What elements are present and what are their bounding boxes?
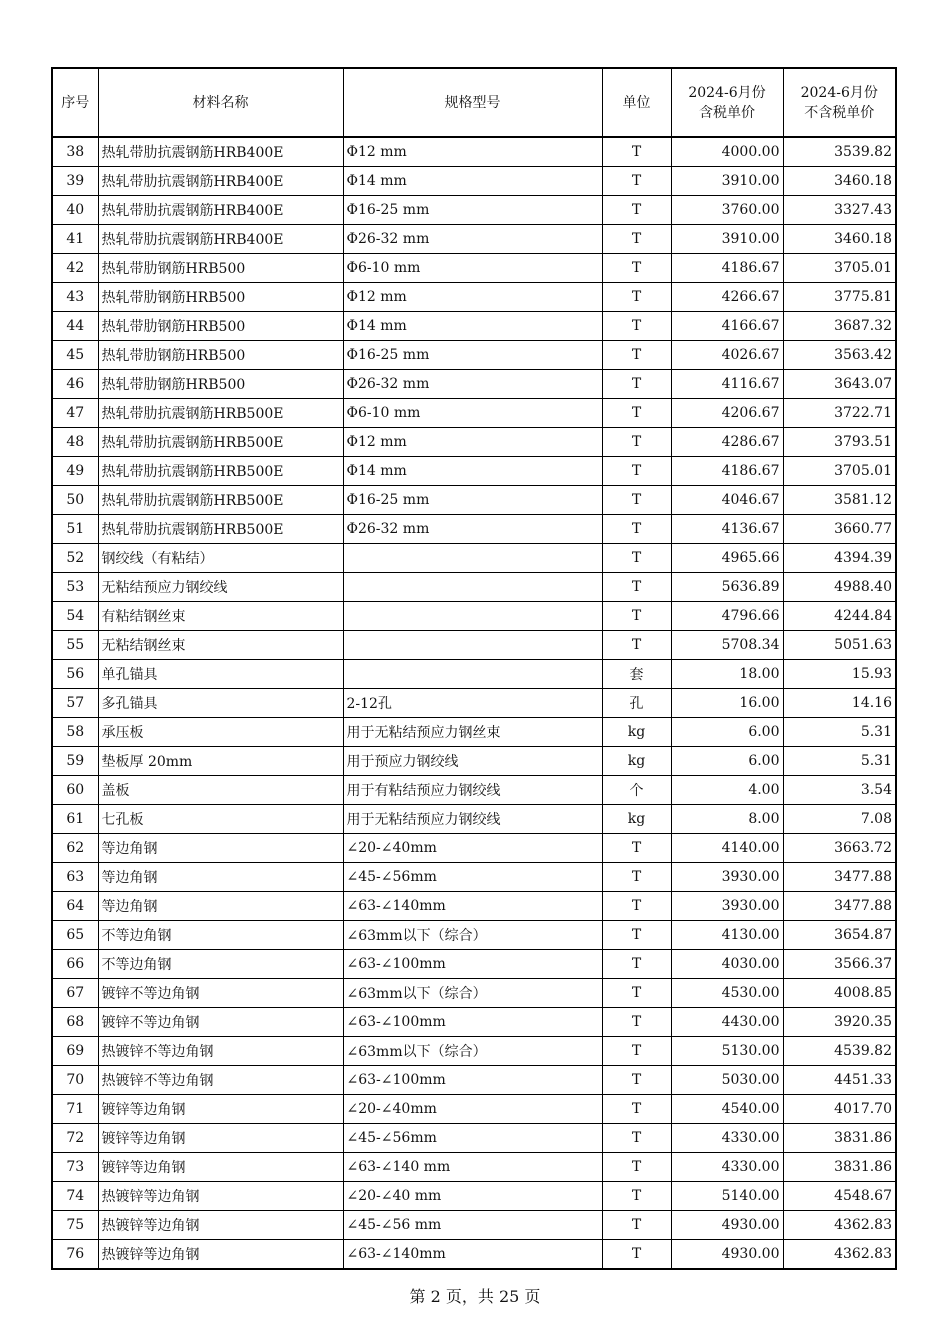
cell-no: 63 <box>52 863 98 892</box>
cell-price-without-tax: 3539.82 <box>783 137 896 167</box>
cell-spec: 用于无粘结预应力钢绞线 <box>343 805 602 834</box>
cell-price-without-tax: 4008.85 <box>783 979 896 1008</box>
cell-material-name: 镀锌不等边角钢 <box>98 979 343 1008</box>
cell-no: 70 <box>52 1066 98 1095</box>
cell-unit: T <box>602 1182 671 1211</box>
cell-material-name: 热镀锌等边角钢 <box>98 1211 343 1240</box>
cell-price-without-tax: 3327.43 <box>783 196 896 225</box>
table-row <box>52 283 896 312</box>
cell-unit: T <box>602 399 671 428</box>
table-row <box>52 1211 896 1240</box>
cell-no: 71 <box>52 1095 98 1124</box>
table-row <box>52 1037 896 1066</box>
cell-unit: T <box>602 544 671 573</box>
cell-unit: T <box>602 1153 671 1182</box>
cell-spec: Φ6-10 mm <box>343 399 602 428</box>
cell-price-with-tax: 4206.67 <box>671 399 783 428</box>
cell-unit: kg <box>602 747 671 776</box>
table-row <box>52 254 896 283</box>
cell-no: 47 <box>52 399 98 428</box>
cell-spec: ∠63-∠100mm <box>343 1008 602 1037</box>
cell-spec: ∠45-∠56 mm <box>343 1211 602 1240</box>
cell-no: 42 <box>52 254 98 283</box>
header-price-tax-line1: 2024-6月份 <box>688 84 766 101</box>
table-row <box>52 312 896 341</box>
cell-material-name: 等边角钢 <box>98 863 343 892</box>
cell-material-name: 热轧带肋抗震钢筋HRB400E <box>98 196 343 225</box>
cell-unit: 套 <box>602 660 671 689</box>
cell-unit: T <box>602 950 671 979</box>
cell-price-with-tax: 4796.66 <box>671 602 783 631</box>
price-table <box>51 67 897 1270</box>
cell-no: 74 <box>52 1182 98 1211</box>
cell-price-with-tax: 4540.00 <box>671 1095 783 1124</box>
cell-no: 57 <box>52 689 98 718</box>
cell-price-without-tax: 3687.32 <box>783 312 896 341</box>
cell-price-without-tax: 3660.77 <box>783 515 896 544</box>
cell-price-without-tax: 7.08 <box>783 805 896 834</box>
cell-price-with-tax: 4000.00 <box>671 137 783 167</box>
cell-material-name: 不等边角钢 <box>98 921 343 950</box>
table-row <box>52 950 896 979</box>
cell-material-name: 热轧带肋抗震钢筋HRB400E <box>98 225 343 254</box>
table-row <box>52 863 896 892</box>
cell-material-name: 不等边角钢 <box>98 950 343 979</box>
cell-spec: Φ16-25 mm <box>343 196 602 225</box>
cell-price-without-tax: 3831.86 <box>783 1124 896 1153</box>
cell-price-with-tax: 4286.67 <box>671 428 783 457</box>
header-price-notax-line2: 不含税单价 <box>804 104 875 121</box>
cell-no: 58 <box>52 718 98 747</box>
cell-price-without-tax: 3563.42 <box>783 341 896 370</box>
cell-price-with-tax: 16.00 <box>671 689 783 718</box>
cell-unit: T <box>602 428 671 457</box>
cell-price-with-tax: 5708.34 <box>671 631 783 660</box>
cell-spec: Φ16-25 mm <box>343 486 602 515</box>
table-row <box>52 979 896 1008</box>
cell-unit: T <box>602 283 671 312</box>
header-no: 序号 <box>52 68 98 137</box>
table-body <box>52 137 896 1269</box>
cell-spec: Φ26-32 mm <box>343 515 602 544</box>
cell-price-with-tax: 4140.00 <box>671 834 783 863</box>
cell-price-without-tax: 4548.67 <box>783 1182 896 1211</box>
cell-spec: 用于有粘结预应力钢绞线 <box>343 776 602 805</box>
cell-material-name: 热轧带肋抗震钢筋HRB500E <box>98 486 343 515</box>
cell-price-without-tax: 3920.35 <box>783 1008 896 1037</box>
cell-price-without-tax: 14.16 <box>783 689 896 718</box>
cell-spec: 2-12孔 <box>343 689 602 718</box>
table-row <box>52 602 896 631</box>
table-row <box>52 515 896 544</box>
cell-spec <box>343 573 602 602</box>
cell-price-without-tax: 3477.88 <box>783 863 896 892</box>
table-row <box>52 1240 896 1270</box>
cell-unit: T <box>602 834 671 863</box>
cell-price-without-tax: 4362.83 <box>783 1240 896 1270</box>
cell-spec: Φ12 mm <box>343 283 602 312</box>
cell-price-without-tax: 3775.81 <box>783 283 896 312</box>
cell-price-with-tax: 4046.67 <box>671 486 783 515</box>
cell-unit: T <box>602 1066 671 1095</box>
cell-spec: Φ16-25 mm <box>343 341 602 370</box>
cell-price-with-tax: 5030.00 <box>671 1066 783 1095</box>
cell-unit: T <box>602 486 671 515</box>
cell-unit: T <box>602 1211 671 1240</box>
cell-unit: T <box>602 312 671 341</box>
table-row <box>52 718 896 747</box>
cell-price-with-tax: 4930.00 <box>671 1240 783 1270</box>
cell-no: 66 <box>52 950 98 979</box>
cell-no: 45 <box>52 341 98 370</box>
table-row <box>52 1153 896 1182</box>
cell-material-name: 多孔锚具 <box>98 689 343 718</box>
cell-price-with-tax: 3930.00 <box>671 892 783 921</box>
cell-price-without-tax: 3460.18 <box>783 225 896 254</box>
cell-no: 62 <box>52 834 98 863</box>
cell-unit: T <box>602 137 671 167</box>
cell-no: 41 <box>52 225 98 254</box>
cell-price-without-tax: 3722.71 <box>783 399 896 428</box>
cell-no: 55 <box>52 631 98 660</box>
cell-price-with-tax: 4186.67 <box>671 254 783 283</box>
cell-unit: T <box>602 1037 671 1066</box>
cell-price-with-tax: 4166.67 <box>671 312 783 341</box>
header-name: 材料名称 <box>98 68 343 137</box>
cell-no: 56 <box>52 660 98 689</box>
cell-no: 75 <box>52 1211 98 1240</box>
cell-no: 61 <box>52 805 98 834</box>
cell-no: 54 <box>52 602 98 631</box>
cell-price-without-tax: 3663.72 <box>783 834 896 863</box>
cell-spec: ∠20-∠40 mm <box>343 1182 602 1211</box>
cell-unit: kg <box>602 718 671 747</box>
cell-spec: ∠20-∠40mm <box>343 834 602 863</box>
cell-unit: kg <box>602 805 671 834</box>
cell-price-with-tax: 4330.00 <box>671 1153 783 1182</box>
cell-unit: T <box>602 921 671 950</box>
cell-unit: T <box>602 196 671 225</box>
cell-price-without-tax: 4539.82 <box>783 1037 896 1066</box>
cell-spec: ∠63mm以下（综合） <box>343 979 602 1008</box>
cell-spec: ∠45-∠56mm <box>343 863 602 892</box>
cell-no: 50 <box>52 486 98 515</box>
cell-price-without-tax: 3460.18 <box>783 167 896 196</box>
page-footer: 第 2 页，共 25 页 <box>409 1287 541 1306</box>
cell-spec <box>343 660 602 689</box>
table-row <box>52 196 896 225</box>
cell-material-name: 盖板 <box>98 776 343 805</box>
table-row <box>52 167 896 196</box>
cell-material-name: 镀锌等边角钢 <box>98 1095 343 1124</box>
cell-material-name: 热轧带肋抗震钢筋HRB400E <box>98 137 343 167</box>
cell-spec: Φ26-32 mm <box>343 225 602 254</box>
cell-no: 48 <box>52 428 98 457</box>
table-row <box>52 631 896 660</box>
cell-material-name: 镀锌等边角钢 <box>98 1124 343 1153</box>
header-unit: 单位 <box>602 68 671 137</box>
cell-price-without-tax: 3477.88 <box>783 892 896 921</box>
table-row <box>52 689 896 718</box>
cell-spec: Φ12 mm <box>343 137 602 167</box>
cell-price-with-tax: 4130.00 <box>671 921 783 950</box>
cell-unit: T <box>602 1240 671 1270</box>
cell-material-name: 热轧带肋抗震钢筋HRB500E <box>98 457 343 486</box>
cell-spec: Φ14 mm <box>343 312 602 341</box>
cell-price-without-tax: 3643.07 <box>783 370 896 399</box>
cell-price-without-tax: 3581.12 <box>783 486 896 515</box>
cell-material-name: 单孔锚具 <box>98 660 343 689</box>
cell-price-with-tax: 3760.00 <box>671 196 783 225</box>
header-row <box>52 68 896 137</box>
cell-material-name: 等边角钢 <box>98 892 343 921</box>
cell-material-name: 热轧带肋抗震钢筋HRB500E <box>98 428 343 457</box>
cell-no: 53 <box>52 573 98 602</box>
cell-spec: 用于无粘结预应力钢丝束 <box>343 718 602 747</box>
cell-unit: T <box>602 979 671 1008</box>
cell-spec: ∠63-∠140mm <box>343 1240 602 1270</box>
cell-no: 68 <box>52 1008 98 1037</box>
cell-material-name: 热镀锌等边角钢 <box>98 1240 343 1270</box>
cell-spec: ∠63-∠100mm <box>343 1066 602 1095</box>
cell-unit: T <box>602 370 671 399</box>
cell-no: 76 <box>52 1240 98 1270</box>
header-spec: 规格型号 <box>343 68 602 137</box>
header-price-notax <box>783 68 896 137</box>
cell-price-with-tax: 4330.00 <box>671 1124 783 1153</box>
cell-unit: T <box>602 167 671 196</box>
cell-price-with-tax: 4430.00 <box>671 1008 783 1037</box>
cell-spec <box>343 602 602 631</box>
cell-price-without-tax: 3.54 <box>783 776 896 805</box>
cell-material-name: 等边角钢 <box>98 834 343 863</box>
table-row <box>52 457 896 486</box>
cell-price-with-tax: 8.00 <box>671 805 783 834</box>
table-row <box>52 573 896 602</box>
cell-price-without-tax: 3705.01 <box>783 457 896 486</box>
table-row <box>52 834 896 863</box>
cell-material-name: 承压板 <box>98 718 343 747</box>
cell-spec <box>343 544 602 573</box>
cell-no: 38 <box>52 137 98 167</box>
cell-unit: 个 <box>602 776 671 805</box>
cell-price-with-tax: 3930.00 <box>671 863 783 892</box>
cell-no: 69 <box>52 1037 98 1066</box>
cell-no: 49 <box>52 457 98 486</box>
cell-spec: Φ12 mm <box>343 428 602 457</box>
cell-price-with-tax: 4030.00 <box>671 950 783 979</box>
cell-no: 64 <box>52 892 98 921</box>
table-row <box>52 776 896 805</box>
cell-material-name: 热轧带肋抗震钢筋HRB500E <box>98 515 343 544</box>
header-price-notax-line1: 2024-6月份 <box>800 84 878 101</box>
cell-unit: T <box>602 892 671 921</box>
header-price-tax <box>671 68 783 137</box>
cell-material-name: 无粘结预应力钢绞线 <box>98 573 343 602</box>
cell-material-name: 热镀锌不等边角钢 <box>98 1037 343 1066</box>
cell-no: 65 <box>52 921 98 950</box>
cell-unit: T <box>602 515 671 544</box>
cell-price-with-tax: 4186.67 <box>671 457 783 486</box>
cell-spec: ∠63-∠140 mm <box>343 1153 602 1182</box>
cell-no: 60 <box>52 776 98 805</box>
table-row <box>52 1066 896 1095</box>
cell-unit: 孔 <box>602 689 671 718</box>
header-price-tax-line2: 含税单价 <box>699 104 755 121</box>
cell-material-name: 热镀锌等边角钢 <box>98 1182 343 1211</box>
cell-no: 59 <box>52 747 98 776</box>
cell-price-with-tax: 5636.89 <box>671 573 783 602</box>
cell-material-name: 热轧带肋钢筋HRB500 <box>98 312 343 341</box>
cell-price-with-tax: 4.00 <box>671 776 783 805</box>
cell-material-name: 七孔板 <box>98 805 343 834</box>
table-row <box>52 137 896 167</box>
table-row <box>52 660 896 689</box>
cell-price-with-tax: 4116.67 <box>671 370 783 399</box>
cell-no: 72 <box>52 1124 98 1153</box>
cell-price-without-tax: 4988.40 <box>783 573 896 602</box>
cell-price-with-tax: 4530.00 <box>671 979 783 1008</box>
cell-unit: T <box>602 602 671 631</box>
cell-price-without-tax: 3831.86 <box>783 1153 896 1182</box>
cell-price-without-tax: 4017.70 <box>783 1095 896 1124</box>
table-row <box>52 747 896 776</box>
cell-price-without-tax: 3654.87 <box>783 921 896 950</box>
cell-material-name: 热轧带肋钢筋HRB500 <box>98 283 343 312</box>
cell-spec: ∠63-∠140mm <box>343 892 602 921</box>
table-row <box>52 428 896 457</box>
cell-no: 40 <box>52 196 98 225</box>
cell-no: 51 <box>52 515 98 544</box>
cell-material-name: 钢绞线（有粘结） <box>98 544 343 573</box>
cell-price-without-tax: 3793.51 <box>783 428 896 457</box>
table-row <box>52 805 896 834</box>
cell-no: 67 <box>52 979 98 1008</box>
cell-unit: T <box>602 573 671 602</box>
cell-price-without-tax: 4362.83 <box>783 1211 896 1240</box>
cell-spec: Φ6-10 mm <box>343 254 602 283</box>
cell-unit: T <box>602 254 671 283</box>
table-row <box>52 892 896 921</box>
cell-spec: ∠63mm以下（综合） <box>343 921 602 950</box>
cell-unit: T <box>602 1008 671 1037</box>
cell-price-with-tax: 5130.00 <box>671 1037 783 1066</box>
cell-spec: Φ14 mm <box>343 457 602 486</box>
cell-unit: T <box>602 457 671 486</box>
cell-spec: ∠20-∠40mm <box>343 1095 602 1124</box>
cell-spec: Φ14 mm <box>343 167 602 196</box>
cell-spec: Φ26-32 mm <box>343 370 602 399</box>
cell-price-without-tax: 4244.84 <box>783 602 896 631</box>
cell-material-name: 热镀锌不等边角钢 <box>98 1066 343 1095</box>
cell-material-name: 镀锌不等边角钢 <box>98 1008 343 1037</box>
cell-spec: ∠45-∠56mm <box>343 1124 602 1153</box>
cell-price-without-tax: 5051.63 <box>783 631 896 660</box>
cell-material-name: 热轧带肋抗震钢筋HRB500E <box>98 399 343 428</box>
cell-unit: T <box>602 225 671 254</box>
cell-price-with-tax: 5140.00 <box>671 1182 783 1211</box>
cell-price-with-tax: 4965.66 <box>671 544 783 573</box>
cell-no: 43 <box>52 283 98 312</box>
cell-unit: T <box>602 1124 671 1153</box>
table-row <box>52 921 896 950</box>
cell-spec <box>343 631 602 660</box>
cell-material-name: 有粘结钢丝束 <box>98 602 343 631</box>
cell-price-without-tax: 4451.33 <box>783 1066 896 1095</box>
table-row <box>52 486 896 515</box>
table-row <box>52 370 896 399</box>
cell-material-name: 热轧带肋钢筋HRB500 <box>98 370 343 399</box>
cell-price-with-tax: 6.00 <box>671 718 783 747</box>
cell-price-with-tax: 4930.00 <box>671 1211 783 1240</box>
cell-no: 39 <box>52 167 98 196</box>
cell-unit: T <box>602 341 671 370</box>
table-row <box>52 1095 896 1124</box>
cell-price-without-tax: 15.93 <box>783 660 896 689</box>
cell-price-with-tax: 4026.67 <box>671 341 783 370</box>
table-row <box>52 341 896 370</box>
cell-spec: ∠63-∠100mm <box>343 950 602 979</box>
table-row <box>52 544 896 573</box>
cell-price-without-tax: 4394.39 <box>783 544 896 573</box>
cell-spec: 用于预应力钢绞线 <box>343 747 602 776</box>
table-row <box>52 1182 896 1211</box>
cell-material-name: 热轧带肋抗震钢筋HRB400E <box>98 167 343 196</box>
cell-price-with-tax: 6.00 <box>671 747 783 776</box>
cell-spec: ∠63mm以下（综合） <box>343 1037 602 1066</box>
cell-price-without-tax: 5.31 <box>783 718 896 747</box>
cell-material-name: 热轧带肋钢筋HRB500 <box>98 341 343 370</box>
table-row <box>52 1124 896 1153</box>
cell-unit: T <box>602 631 671 660</box>
cell-material-name: 垫板厚 20mm <box>98 747 343 776</box>
table-row <box>52 1008 896 1037</box>
cell-no: 73 <box>52 1153 98 1182</box>
cell-no: 52 <box>52 544 98 573</box>
cell-price-with-tax: 18.00 <box>671 660 783 689</box>
table-row <box>52 225 896 254</box>
cell-price-without-tax: 3705.01 <box>783 254 896 283</box>
cell-unit: T <box>602 1095 671 1124</box>
cell-material-name: 无粘结钢丝束 <box>98 631 343 660</box>
cell-unit: T <box>602 863 671 892</box>
cell-material-name: 镀锌等边角钢 <box>98 1153 343 1182</box>
cell-price-without-tax: 3566.37 <box>783 950 896 979</box>
cell-price-with-tax: 3910.00 <box>671 225 783 254</box>
cell-price-with-tax: 3910.00 <box>671 167 783 196</box>
cell-price-with-tax: 4266.67 <box>671 283 783 312</box>
cell-material-name: 热轧带肋钢筋HRB500 <box>98 254 343 283</box>
cell-price-with-tax: 4136.67 <box>671 515 783 544</box>
cell-no: 44 <box>52 312 98 341</box>
cell-no: 46 <box>52 370 98 399</box>
table-row <box>52 399 896 428</box>
cell-price-without-tax: 5.31 <box>783 747 896 776</box>
